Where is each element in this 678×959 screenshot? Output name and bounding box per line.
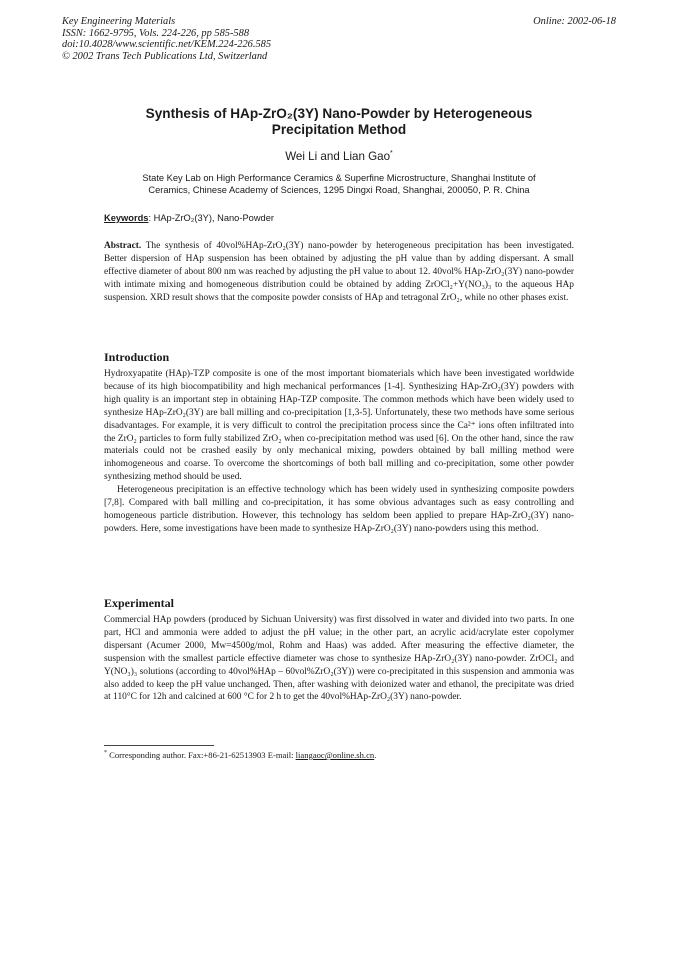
issn-line: ISSN: 1662-9795, Vols. 224-226, pp 585-588 (62, 27, 250, 39)
paper-title (100, 106, 578, 138)
keywords-value: : HAp-ZrO₂(3Y), Nano-Powder (148, 213, 274, 223)
affiliation-line-1: State Key Lab on High Performance Ceramics & Superfine Microstructure, Shanghai Institute of (142, 173, 536, 183)
experimental-heading: Experimental (104, 596, 174, 610)
affiliation (100, 172, 578, 197)
introduction-body (104, 368, 574, 536)
footnote (104, 750, 376, 760)
introduction-paragraph-1: Hydroxyapatite (HAp)-TZP composite is one of the most important biomaterials which have been investigated worldwide because of its high biocompatibility and high mechanical performances [1-4]. Synthesizing HAp-ZrO₂(3Y) powders with high quality is an important step in obtaining HAp-TZP composite. The common methods which have been widely used to synthesize HAp-ZrO₂(3Y) are ball milling and co-precipitation [1,3-5]. Unfortunately, these two methods have some serious disadvantages. For example, it is very difficult to control the precipitation process since the Ca²⁺ ions often infiltrated into the ZrO₂ particles to form fully stabilized ZrO₂ when co-precipitation method was used [6]. On the other hand, since the raw materials could not be crashed easily by only mechanical mixing, powders obtained by ball milling method were inhomogeneous and coarse. To overcome the shortcomings of both ball milling and co-precipitation, some other powder synthesizing method should be used. (104, 369, 574, 483)
corresponding-mark: * (390, 150, 393, 158)
abstract (104, 240, 574, 305)
title-line-2: Precipitation Method (271, 122, 407, 137)
email-link[interactable]: liangaoc@online.sh.cn (295, 750, 375, 760)
copyright-line: © 2002 Trans Tech Publications Ltd, Switzerland (62, 50, 268, 62)
footnote-rule (104, 745, 214, 746)
abstract-label: Abstract. (104, 241, 142, 251)
online-date: Online: 2002-06-18 (533, 16, 616, 27)
abstract-text: The synthesis of 40vol%HAp-ZrO₂(3Y) nano-powder by heterogeneous precipitation has been investigated. Better dispersion of HAp suspension has been obtained by adjusting the pH value than by adding dispersant. A small effective diameter of about 800 nm was reached by adjusting the pH value to about 12. 40vol% HAp-ZrO₂(3Y) nano-powder with intimate mixing and homogeneous distribution could be obtained by adding ZrOCl₂+Y(NO₃)₃ to the aqueous HAp suspension. XRD result shows that the composite powder consists of HAp and tetragonal ZrO₂, while no other phases exist. (104, 241, 574, 303)
footnote-text: Corresponding author. Fax:+86-21-62513903 E-mail: (107, 750, 296, 760)
keywords (104, 213, 274, 223)
journal-name: Key Engineering Materials (62, 16, 176, 27)
experimental-paragraph-1: Commercial HAp powders (produced by Sichuan University) was first dissolved in water and divided into two parts. In one part, HCl and ammonia were added to adjust the pH value; in the other part, an acrylic acid/acrylate ester copolymer dispersant (Acumer 2000, Mw=4500g/mol, Rohm and Haas) was added. After measuring the effective diameter, the suspension with the smallest particle effective diameter was chose to synthesize HAp-ZrO₂(3Y) nano-powder. ZrOCl₂ and Y(NO₃)₃ solutions (according to 40vol%HAp – 60vol%ZrO₂(3Y)) were co-precipitated in this suspension and ammonia was also added to keep the pH value unchanged. Then, after washing with deionized water and ethanol, the precipitate was dried at 110°C for 12h and calcined at 600 °C for 2 h to get the 40vol%HAp-ZrO₂(3Y) nano-powder. (104, 615, 574, 703)
keywords-label: Keywords (104, 213, 149, 223)
experimental-body (104, 614, 574, 704)
affiliation-line-2: Ceramics, Chinese Academy of Sciences, 1295 Dingxi Road, Shanghai, 200050, P. R. China (148, 185, 530, 196)
introduction-paragraph-2: Heterogeneous precipitation is an effective technology which has been widely used in synthesizing composite powders [7,8]. Compared with ball milling and co-precipitation, it has some obvious advantages such as easy controlling and homogeneous particle distribution. However, this technology has seldom been applied to prepare HAp-ZrO₂(3Y) nano-powders. Here, some investigations have been made to synthesize HAp-ZrO₂(3Y) nano-powders using this method. (104, 485, 574, 534)
footnote-mark: * (104, 750, 107, 757)
footnote-end: . (374, 750, 377, 760)
doi-line: doi:10.4028/www.scientific.net/KEM.224-226.585 (62, 39, 272, 51)
journal-metadata (62, 16, 362, 62)
authors (100, 150, 578, 163)
introduction-heading: Introduction (104, 350, 170, 364)
title-line-1: Synthesis of HAp-ZrO₂(3Y) Nano-Powder by Heterogeneous (145, 106, 533, 121)
author-names: Wei Li and Lian Gao (285, 150, 391, 163)
